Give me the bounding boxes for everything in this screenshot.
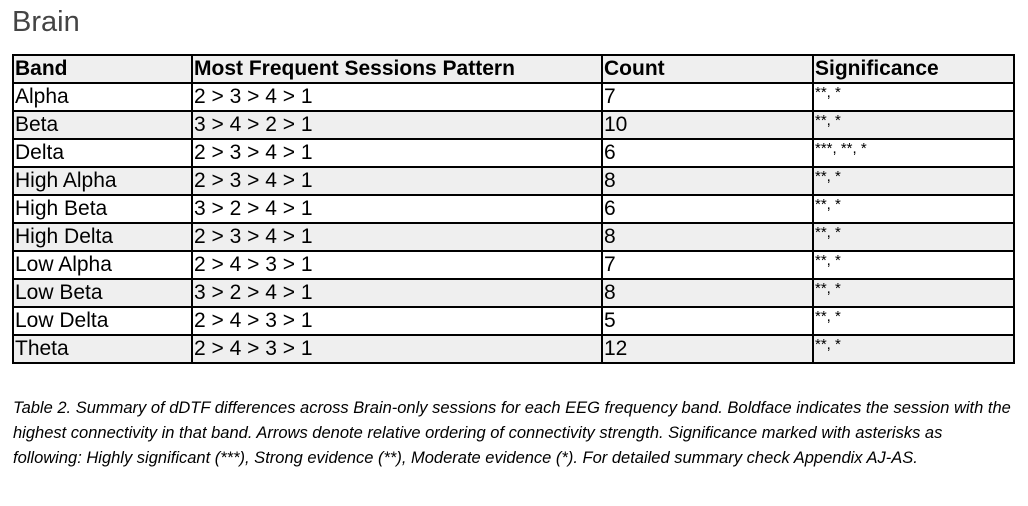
- results-table: [12, 54, 1015, 364]
- section-heading: Brain: [12, 6, 80, 38]
- band-cell: High Delta: [13, 223, 192, 251]
- significance-cell: **, *: [813, 195, 1014, 223]
- count-cell: 7: [602, 251, 813, 279]
- pattern-cell: 2 > 4 > 3 > 1: [192, 335, 602, 363]
- table-row: [13, 307, 1014, 335]
- table-caption: Table 2. Summary of dDTF differences across Brain-only sessions for each EEG frequency band. Boldface indicates the session with the highest connectivity in that band. Arrows denote relative ordering of connectivity strength. Significance marked with asterisks as following: Highly significant (***), Strong evidence (**), Moderate evidence (*). For detailed summary check Appendix AJ-AS.: [13, 399, 1011, 467]
- pattern-cell: 2 > 3 > 4 > 1: [192, 83, 602, 111]
- band-cell: Low Alpha: [13, 251, 192, 279]
- pattern-cell: 2 > 3 > 4 > 1: [192, 139, 602, 167]
- column-header-band: Band: [13, 55, 192, 83]
- band-cell: Low Beta: [13, 279, 192, 307]
- significance-cell: ***, **, *: [813, 139, 1014, 167]
- table-row: [13, 111, 1014, 139]
- column-header-count: Count: [602, 55, 813, 83]
- count-cell: 6: [602, 139, 813, 167]
- table-row: [13, 139, 1014, 167]
- pattern-cell: 2 > 4 > 3 > 1: [192, 251, 602, 279]
- count-cell: 12: [602, 335, 813, 363]
- pattern-cell: 3 > 2 > 4 > 1: [192, 195, 602, 223]
- significance-cell: **, *: [813, 83, 1014, 111]
- count-cell: 8: [602, 223, 813, 251]
- band-cell: Theta: [13, 335, 192, 363]
- significance-cell: **, *: [813, 251, 1014, 279]
- column-header-significance: Significance: [813, 55, 1014, 83]
- count-cell: 8: [602, 279, 813, 307]
- band-cell: Beta: [13, 111, 192, 139]
- pattern-cell: 2 > 4 > 3 > 1: [192, 307, 602, 335]
- table-row: [13, 223, 1014, 251]
- significance-cell: **, *: [813, 111, 1014, 139]
- count-cell: 7: [602, 83, 813, 111]
- band-cell: High Beta: [13, 195, 192, 223]
- significance-cell: **, *: [813, 307, 1014, 335]
- count-cell: 10: [602, 111, 813, 139]
- header-row: [13, 55, 1014, 83]
- pattern-cell: 2 > 3 > 4 > 1: [192, 167, 602, 195]
- significance-cell: **, *: [813, 167, 1014, 195]
- table-row: [13, 335, 1014, 363]
- column-header-pattern: Most Frequent Sessions Pattern: [192, 55, 602, 83]
- count-cell: 8: [602, 167, 813, 195]
- table-row: [13, 279, 1014, 307]
- table-row: [13, 167, 1014, 195]
- band-cell: Alpha: [13, 83, 192, 111]
- band-cell: Delta: [13, 139, 192, 167]
- pattern-cell: 2 > 3 > 4 > 1: [192, 223, 602, 251]
- count-cell: 6: [602, 195, 813, 223]
- significance-cell: **, *: [813, 223, 1014, 251]
- band-cell: High Alpha: [13, 167, 192, 195]
- pattern-cell: 3 > 4 > 2 > 1: [192, 111, 602, 139]
- significance-cell: **, *: [813, 335, 1014, 363]
- band-cell: Low Delta: [13, 307, 192, 335]
- table-row: [13, 195, 1014, 223]
- table-row: [13, 251, 1014, 279]
- significance-cell: **, *: [813, 279, 1014, 307]
- table-body: [13, 83, 1014, 363]
- count-cell: 5: [602, 307, 813, 335]
- pattern-cell: 3 > 2 > 4 > 1: [192, 279, 602, 307]
- table-row: [13, 83, 1014, 111]
- table-header: [13, 55, 1014, 83]
